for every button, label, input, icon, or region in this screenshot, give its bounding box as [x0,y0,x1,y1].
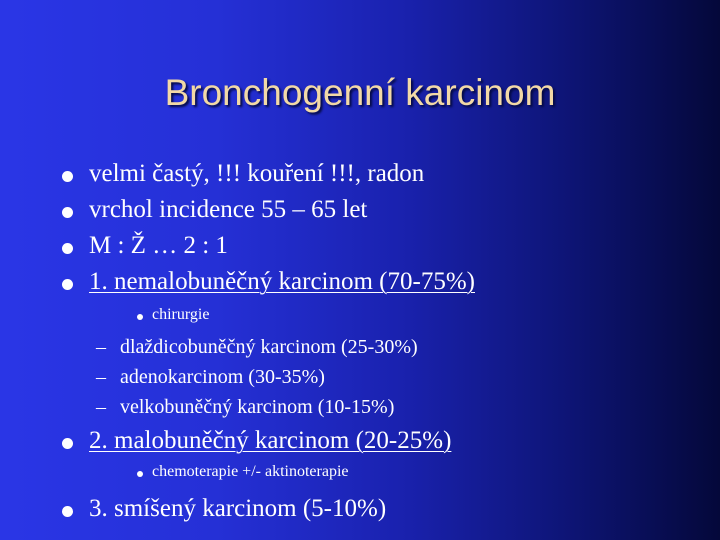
bullet-text: vrchol incidence 55 – 65 let [89,196,368,223]
bullet-icon [62,171,73,182]
dash-text: adenokarcinom (30-35%) [120,366,325,388]
small-bullet-icon [137,314,143,320]
dash-text: velkobuněčný karcinom (10-15%) [120,396,395,418]
bullet-icon [62,279,73,290]
bullet-icon [62,506,73,517]
bullet-icon [62,207,73,218]
dash-icon: – [96,336,106,358]
bullet-text: 1. nemalobuněčný karcinom (70-75%) [89,268,475,295]
bullet-icon [62,438,73,449]
sub-bullet-text: chemoterapie +/- aktinoterapie [152,463,349,480]
dash-icon: – [96,366,106,388]
bullet-text: M : Ž … 2 : 1 [89,232,228,259]
bullet-text: 2. malobuněčný karcinom (20-25%) [89,427,452,454]
slide-title: Bronchogenní karcinom [164,72,556,113]
bullet-text: 3. smíšený karcinom (5-10%) [89,495,387,522]
bullet-icon [62,243,73,254]
dash-icon: – [96,396,106,418]
dash-text: dlaždicobuněčný karcinom (25-30%) [120,336,418,358]
small-bullet-icon [137,471,143,477]
bullet-text: velmi častý, !!! kouření !!!, radon [89,160,425,187]
sub-bullet-text: chirurgie [152,306,210,323]
